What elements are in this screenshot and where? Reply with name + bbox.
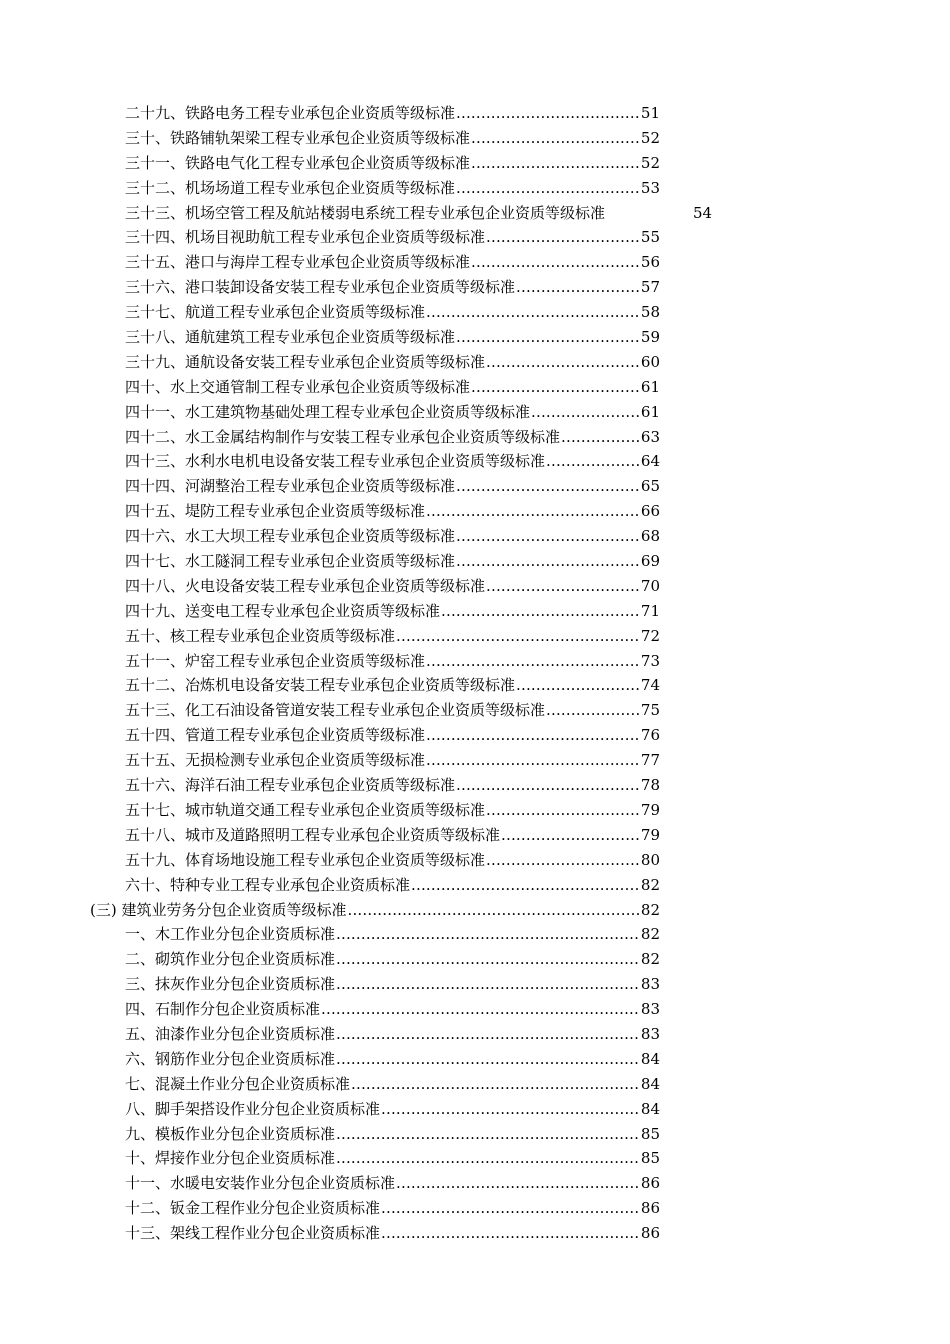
dot-leader <box>501 823 640 848</box>
toc-entry-page-number: 64 <box>640 452 660 471</box>
toc-entry-page-number: 85 <box>640 1149 660 1168</box>
toc-entry-line <box>125 126 660 151</box>
toc-entry-line <box>125 1097 660 1122</box>
toc-entry-page-number: 75 <box>640 701 660 720</box>
dot-leader <box>411 873 640 898</box>
toc-entry-line <box>125 624 660 649</box>
toc-entry[interactable] <box>0 499 950 524</box>
toc-entry-page-number: 86 <box>640 1199 660 1218</box>
toc-entry-page-number: 68 <box>640 527 660 546</box>
toc-entry-page-number: 52 <box>640 128 660 147</box>
toc-entry-label: 八、脚手架搭设作业分包企业资质标准 <box>125 1099 381 1118</box>
toc-entry-page-number: 56 <box>640 253 660 272</box>
toc-entry[interactable] <box>0 898 950 923</box>
toc-entry-line <box>125 1171 660 1196</box>
toc-entry[interactable] <box>0 922 950 947</box>
toc-entry-label: 六十、特种专业工程专业承包企业资质标准 <box>125 875 411 894</box>
dot-leader <box>471 375 640 400</box>
toc-entry-line <box>125 474 660 499</box>
toc-entry[interactable] <box>0 176 950 201</box>
toc-entry-page-number: 55 <box>640 228 660 247</box>
toc-entry-label: 五十八、城市及道路照明工程专业承包企业资质等级标准 <box>125 825 501 844</box>
toc-entry-page-number: 84 <box>640 1099 660 1118</box>
toc-entry-line <box>125 1072 660 1097</box>
toc-entry[interactable] <box>0 300 950 325</box>
toc-entry-label: 一、木工作业分包企业资质标准 <box>125 925 336 944</box>
toc-entry-line <box>125 499 660 524</box>
dot-leader <box>351 1072 640 1097</box>
toc-entry[interactable] <box>0 250 950 275</box>
toc-entry-line <box>125 400 660 425</box>
dot-leader <box>426 300 640 325</box>
dot-leader <box>516 673 640 698</box>
dot-leader <box>486 350 640 375</box>
toc-entry-line <box>125 275 660 300</box>
dot-leader <box>336 1146 640 1171</box>
toc-entry[interactable] <box>0 449 950 474</box>
toc-entry-page-number: 61 <box>640 377 660 396</box>
toc-entry[interactable] <box>0 1122 950 1147</box>
toc-entry-page-number: 82 <box>640 950 660 969</box>
toc-entry-label: 四十一、水工建筑物基础处理工程专业承包企业资质等级标准 <box>125 402 531 421</box>
dot-leader <box>456 176 640 201</box>
toc-entry[interactable] <box>0 1022 950 1047</box>
toc-entry-label: 三、抹灰作业分包企业资质标准 <box>125 975 336 994</box>
toc-entry[interactable] <box>0 773 950 798</box>
toc-entry-line <box>125 176 660 201</box>
toc-entry-label: (三) 建筑业劳务分包企业资质等级标准 <box>90 900 347 919</box>
toc-entry-label: 四十九、送变电工程专业承包企业资质等级标准 <box>125 601 441 620</box>
dot-leader <box>347 898 639 923</box>
toc-entry-page-number: 65 <box>640 477 660 496</box>
toc-entry-label: 十二、钣金工程作业分包企业资质标准 <box>125 1199 381 1218</box>
dot-leader <box>456 524 640 549</box>
toc-entry[interactable] <box>0 972 950 997</box>
toc-entry-label: 三十六、港口装卸设备安装工程专业承包企业资质等级标准 <box>125 278 516 297</box>
toc-entry[interactable] <box>0 1047 950 1072</box>
toc-entry-page-number: 84 <box>640 1074 660 1093</box>
toc-entry-line <box>125 972 660 997</box>
dot-leader <box>471 250 640 275</box>
toc-entry-line <box>90 898 660 923</box>
toc-entry-label: 三十、铁路铺轨架梁工程专业承包企业资质等级标准 <box>125 128 471 147</box>
toc-entry[interactable] <box>0 275 950 300</box>
toc-entry[interactable] <box>0 748 950 773</box>
toc-entry-line <box>125 250 660 275</box>
toc-entry-line <box>125 1196 660 1221</box>
toc-entry-label: 四、石制作分包企业资质标准 <box>125 1000 321 1019</box>
dot-leader <box>486 225 640 250</box>
toc-entry-line <box>125 773 660 798</box>
toc-entry-line <box>125 599 660 624</box>
toc-entry-label: 十一、水暖电安装作业分包企业资质标准 <box>125 1174 396 1193</box>
dot-leader <box>426 748 640 773</box>
toc-entry-page-number: 71 <box>640 601 660 620</box>
dot-leader <box>336 1047 640 1072</box>
toc-entry[interactable] <box>0 574 950 599</box>
toc-entry-line <box>125 947 660 972</box>
dot-leader <box>486 848 640 873</box>
dot-leader <box>456 101 640 126</box>
toc-entry-page-number: 69 <box>640 552 660 571</box>
toc-entry-line <box>125 1122 660 1147</box>
toc-entry-line <box>125 748 660 773</box>
dot-leader <box>336 922 640 947</box>
toc-entry-label: 五十五、无损检测专业承包企业资质等级标准 <box>125 751 426 770</box>
toc-entry-label: 三十二、机场场道工程专业承包企业资质等级标准 <box>125 178 456 197</box>
dot-leader <box>516 275 640 300</box>
dot-leader <box>426 499 640 524</box>
toc-entry-page-number: 74 <box>640 676 660 695</box>
toc-entry-line <box>125 574 660 599</box>
toc-entry-page-number: 61 <box>640 402 660 421</box>
toc-entry-label: 十、焊接作业分包企业资质标准 <box>125 1149 336 1168</box>
toc-entry-page-number: 60 <box>640 352 660 371</box>
dot-leader <box>426 723 640 748</box>
toc-entry[interactable] <box>0 400 950 425</box>
toc-entry-line <box>125 649 660 674</box>
toc-entry-label: 五十九、体育场地设施工程专业承包企业资质等级标准 <box>125 850 486 869</box>
toc-entry-label: 十三、架线工程作业分包企业资质标准 <box>125 1224 381 1243</box>
toc-entry[interactable] <box>0 101 950 126</box>
toc-entry[interactable] <box>0 873 950 898</box>
toc-entry-line <box>125 698 660 723</box>
toc-entry-label: 四十七、水工隧洞工程专业承包企业资质等级标准 <box>125 552 456 571</box>
table-of-contents <box>0 101 950 1246</box>
toc-entry-page-number: 63 <box>640 427 660 446</box>
toc-entry-label: 三十三、机场空管工程及航站楼弱电系统工程专业承包企业资质等级标准 <box>125 203 606 222</box>
toc-entry[interactable] <box>0 823 950 848</box>
toc-entry[interactable] <box>0 1072 950 1097</box>
dot-leader <box>381 1097 640 1122</box>
toc-entry[interactable] <box>0 1196 950 1221</box>
toc-entry[interactable] <box>0 425 950 450</box>
toc-entry-page-number: 79 <box>640 825 660 844</box>
toc-entry-line <box>125 673 660 698</box>
toc-entry-page-number: 72 <box>640 626 660 645</box>
toc-entry-page-number: 77 <box>640 751 660 770</box>
toc-entry-line <box>125 848 660 873</box>
toc-entry-line <box>125 425 660 450</box>
toc-entry-line <box>125 922 660 947</box>
toc-entry[interactable] <box>0 325 950 350</box>
toc-entry-label: 五、油漆作业分包企业资质标准 <box>125 1024 336 1043</box>
dot-leader <box>486 798 640 823</box>
toc-entry-page-number: 78 <box>640 776 660 795</box>
dot-leader <box>381 1196 640 1221</box>
toc-entry-label: 三十四、机场目视助航工程专业承包企业资质等级标准 <box>125 228 486 247</box>
toc-entry-page-number: 58 <box>640 303 660 322</box>
toc-entry-page-number: 54 <box>693 203 713 222</box>
dot-leader <box>456 549 640 574</box>
dot-leader <box>486 574 640 599</box>
toc-entry[interactable] <box>0 1097 950 1122</box>
toc-entry-line <box>125 1047 660 1072</box>
toc-entry-label: 四十、水上交通管制工程专业承包企业资质等级标准 <box>125 377 471 396</box>
toc-entry[interactable] <box>0 798 950 823</box>
toc-entry[interactable] <box>0 201 950 226</box>
toc-entry[interactable] <box>0 1171 950 1196</box>
toc-entry-line <box>125 798 660 823</box>
dot-leader <box>456 325 640 350</box>
toc-entry-page-number: 80 <box>640 850 660 869</box>
toc-entry-label: 四十二、水工金属结构制作与安装工程专业承包企业资质等级标准 <box>125 427 561 446</box>
toc-entry[interactable] <box>0 848 950 873</box>
toc-entry[interactable] <box>0 997 950 1022</box>
toc-entry[interactable] <box>0 947 950 972</box>
toc-entry-line <box>125 101 660 126</box>
dot-leader <box>336 947 640 972</box>
dot-leader <box>531 400 640 425</box>
toc-entry-line <box>125 1146 660 1171</box>
toc-entry-page-number: 86 <box>640 1224 660 1243</box>
toc-entry-label: 三十五、港口与海岸工程专业承包企业资质等级标准 <box>125 253 471 272</box>
toc-entry-line <box>125 823 660 848</box>
toc-entry-label: 七、混凝土作业分包企业资质标准 <box>125 1074 351 1093</box>
dot-leader <box>426 649 640 674</box>
dot-leader <box>561 425 640 450</box>
dot-leader <box>471 151 640 176</box>
toc-entry-label: 六、钢筋作业分包企业资质标准 <box>125 1049 336 1068</box>
toc-entry-line <box>125 1022 660 1047</box>
toc-entry-page-number: 53 <box>640 178 660 197</box>
toc-entry[interactable] <box>0 673 950 698</box>
toc-entry-page-number: 70 <box>640 576 660 595</box>
toc-entry-label: 九、模板作业分包企业资质标准 <box>125 1124 336 1143</box>
toc-entry[interactable] <box>0 723 950 748</box>
dot-leader <box>471 126 640 151</box>
toc-entry-line <box>125 325 660 350</box>
toc-entry[interactable] <box>0 698 950 723</box>
dot-leader <box>396 624 640 649</box>
dot-leader <box>321 997 640 1022</box>
toc-entry-label: 四十八、火电设备安装工程专业承包企业资质等级标准 <box>125 576 486 595</box>
toc-entry-label: 四十五、堤防工程专业承包企业资质等级标准 <box>125 502 426 521</box>
toc-entry[interactable] <box>0 1146 950 1171</box>
toc-entry[interactable] <box>0 624 950 649</box>
toc-entry-page-number: 83 <box>640 1024 660 1043</box>
toc-entry-line <box>125 151 660 176</box>
toc-entry-line <box>125 375 660 400</box>
toc-entry-page-number: 57 <box>640 278 660 297</box>
toc-entry-label: 四十四、河湖整治工程专业承包企业资质等级标准 <box>125 477 456 496</box>
dot-leader <box>396 1171 640 1196</box>
dot-leader <box>456 773 640 798</box>
dot-leader <box>456 474 640 499</box>
toc-entry-label: 三十七、航道工程专业承包企业资质等级标准 <box>125 303 426 322</box>
toc-entry-line <box>125 549 660 574</box>
toc-entry[interactable] <box>0 126 950 151</box>
toc-entry[interactable] <box>0 649 950 674</box>
dot-leader <box>336 972 640 997</box>
toc-entry[interactable] <box>0 225 950 250</box>
toc-entry-page-number: 73 <box>640 651 660 670</box>
toc-entry-line <box>125 1221 660 1246</box>
toc-entry[interactable] <box>0 151 950 176</box>
toc-entry[interactable] <box>0 474 950 499</box>
toc-entry-page-number: 86 <box>640 1174 660 1193</box>
toc-entry-label: 五十六、海洋石油工程专业承包企业资质等级标准 <box>125 776 456 795</box>
toc-entry-label: 五十、核工程专业承包企业资质等级标准 <box>125 626 396 645</box>
toc-entry-label: 二十九、铁路电务工程专业承包企业资质等级标准 <box>125 104 456 122</box>
toc-entry-label: 四十三、水利水电机电设备安装工程专业承包企业资质等级标准 <box>125 452 546 471</box>
toc-entry-page-number: 66 <box>640 502 660 521</box>
toc-entry-line <box>125 997 660 1022</box>
toc-entry-line <box>125 449 660 474</box>
toc-entry-page-number: 76 <box>640 726 660 745</box>
toc-entry-label: 三十一、铁路电气化工程专业承包企业资质等级标准 <box>125 153 471 172</box>
toc-entry-page-number: 82 <box>640 900 660 919</box>
toc-entry-label: 四十六、水工大坝工程专业承包企业资质等级标准 <box>125 527 456 546</box>
toc-entry-page-number: 79 <box>640 800 660 819</box>
toc-entry-label: 五十一、炉窑工程专业承包企业资质等级标准 <box>125 651 426 670</box>
dot-leader <box>381 1221 640 1246</box>
dot-leader <box>336 1122 640 1147</box>
dot-leader <box>441 599 640 624</box>
toc-entry[interactable] <box>0 1221 950 1246</box>
toc-entry-page-number: 52 <box>640 153 660 172</box>
toc-entry-page-number: 85 <box>640 1124 660 1143</box>
toc-entry-line <box>125 225 660 250</box>
toc-entry-label: 五十二、冶炼机电设备安装工程专业承包企业资质等级标准 <box>125 676 516 695</box>
toc-entry-label: 二、砌筑作业分包企业资质标准 <box>125 950 336 969</box>
toc-entry-label: 三十八、通航建筑工程专业承包企业资质等级标准 <box>125 328 456 347</box>
toc-entry-page-number: 84 <box>640 1049 660 1068</box>
toc-entry-line <box>125 350 660 375</box>
toc-entry-line <box>125 300 660 325</box>
toc-entry[interactable] <box>0 549 950 574</box>
toc-entry-page-number: 83 <box>640 975 660 994</box>
toc-entry[interactable] <box>0 599 950 624</box>
toc-entry-line <box>125 873 660 898</box>
toc-entry-page-number: 51 <box>640 104 660 122</box>
toc-entry[interactable] <box>0 375 950 400</box>
toc-entry-label: 五十三、化工石油设备管道安装工程专业承包企业资质等级标准 <box>125 701 546 720</box>
toc-entry-page-number: 59 <box>640 328 660 347</box>
dot-leader <box>546 449 640 474</box>
toc-entry-line <box>125 723 660 748</box>
toc-entry-label: 三十九、通航设备安装工程专业承包企业资质等级标准 <box>125 352 486 371</box>
toc-entry-label: 五十四、管道工程专业承包企业资质等级标准 <box>125 726 426 745</box>
toc-entry-page-number: 82 <box>640 925 660 944</box>
toc-entry-page-number: 83 <box>640 1000 660 1019</box>
toc-entry-line <box>125 524 660 549</box>
toc-entry[interactable] <box>0 350 950 375</box>
dot-leader <box>336 1022 640 1047</box>
toc-entry[interactable] <box>0 524 950 549</box>
dot-leader <box>546 698 640 723</box>
toc-entry-page-number: 82 <box>640 875 660 894</box>
toc-entry-label: 五十七、城市轨道交通工程专业承包企业资质等级标准 <box>125 800 486 819</box>
